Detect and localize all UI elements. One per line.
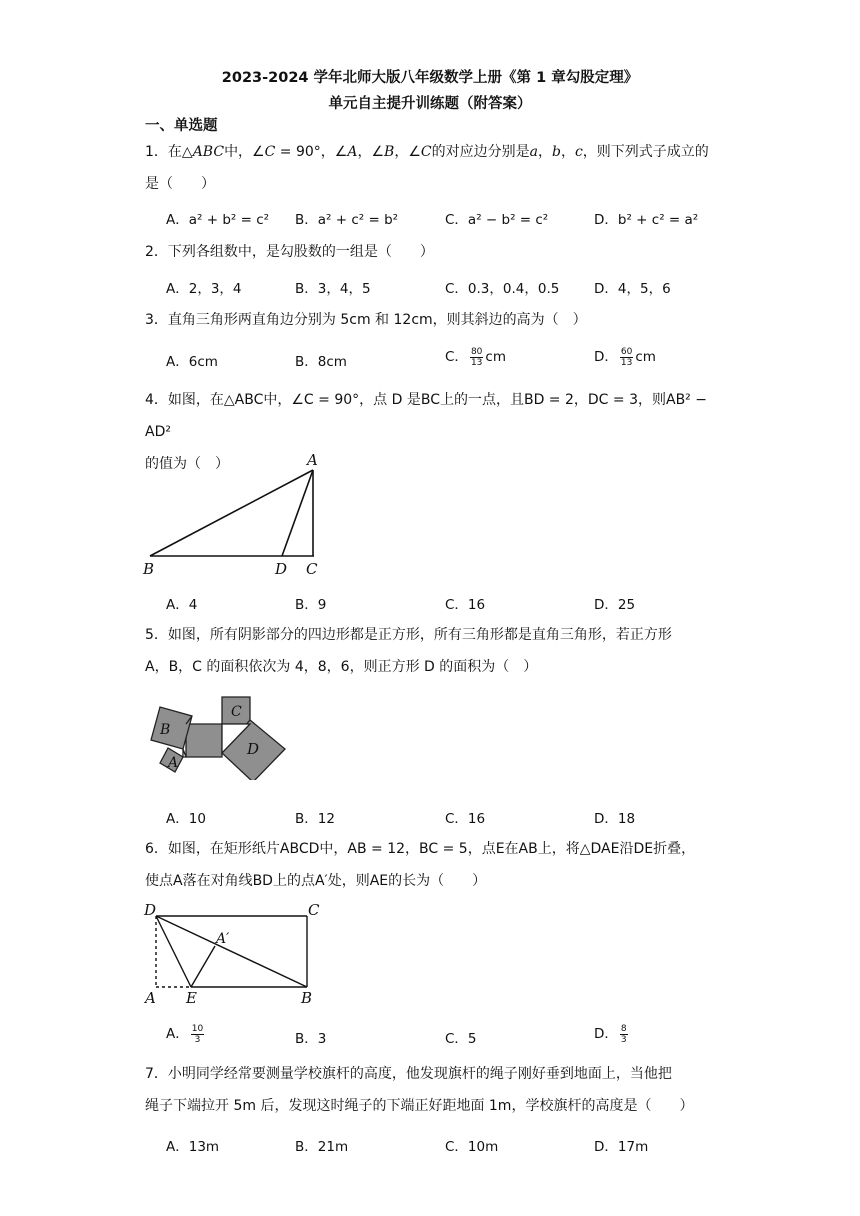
fraction: $\frac{8}{3}$ [620,1023,627,1045]
question-2-option-d[interactable]: D．4，5，6 [594,281,671,297]
question-6-stem: 6．如图，在矩形纸片ABCD中，AB = 12，BC = 5，点E在AB上，将△DAE沿DE折叠， 使点A落在对角线BD上的点A′处，则AE的长为（ ） [145,841,696,889]
question-3-option-c[interactable]: C． $\frac{80}{13}$ cm [445,346,506,368]
question-7-option-c[interactable]: C．10m [445,1139,499,1155]
segment-ea-prime [191,946,215,987]
label-square-b: B [160,722,171,738]
diagonal-db [156,916,307,987]
label-a: A [145,989,156,1007]
segment-ab [150,470,313,556]
question-6-figure-rectangle [140,898,330,1010]
label-c: C [306,560,318,578]
question-6-option-b[interactable]: B．3 [295,1031,327,1047]
question-1-option-c[interactable]: C．a² − b² = c² [445,212,549,228]
question-5-stem: 5．如图，所有阴影部分的四边形都是正方形，所有三角形都是直角三角形，若正方形 A，B，C 的面积依次为 4，8，6，则正方形 D 的面积为（ ） [145,627,672,675]
question-4-option-c[interactable]: C．16 [445,597,486,613]
question-2-option-c[interactable]: C．0.3，0.4，0.5 [445,281,560,297]
question-4-stem: 4．如图，在△ABC中，∠C = 90°，点 D 是BC上的一点，且BD = 2，DC = 3，则AB² − AD² 的值为（ ） [145,392,707,472]
question-6-option-a[interactable]: A． $\frac{10}{3}$ [166,1023,204,1045]
question-6-option-c[interactable]: C．5 [445,1031,477,1047]
label-e: E [186,989,197,1007]
question-1-option-d[interactable]: D．b² + c² = a² [594,212,699,228]
question-2-stem: 2．下列各组数中，是勾股数的一组是（ ） [145,244,434,260]
label-b: B [301,989,313,1007]
question-7-stem: 7．小明同学经常要测量学校旗杆的高度，他发现旗杆的绳子刚好垂到地面上，当他把 绳子下端拉开 5m 后，发现这时绳子的下端正好距地面 1m，学校旗杆的高度是（ ） [145,1066,694,1114]
question-1-option-a[interactable]: A．a² + b² = c² [166,212,270,228]
label-c: C [308,901,320,919]
central-square [186,724,222,757]
segment-ad [282,470,313,556]
fraction: $\frac{80}{13}$ [470,346,483,368]
question-4-option-b[interactable]: B．9 [295,597,327,613]
label-a-prime: A′ [216,931,230,947]
question-1-stem: 1．在△ABC中，∠C = 90°，∠A，∠B，∠C的对应边分别是a，b，c，则下列式子成立的 是（ ） [145,144,709,192]
label-a: A [307,451,318,469]
question-4-option-d[interactable]: D．25 [594,597,636,613]
label-d: D [275,560,288,578]
label-b: B [143,560,155,578]
question-7-option-d[interactable]: D．17m [594,1139,649,1155]
question-7-option-b[interactable]: B．21m [295,1139,349,1155]
question-5-option-a[interactable]: A．10 [166,811,206,827]
label-d: D [144,901,157,919]
question-5-option-b[interactable]: B．12 [295,811,335,827]
question-2-option-b[interactable]: B．3，4，5 [295,281,371,297]
fraction: $\frac{10}{3}$ [191,1023,204,1045]
label-square-c: C [231,704,242,720]
question-7-option-a[interactable]: A．13m [166,1139,220,1155]
section-heading: 一、单选题 [145,118,218,134]
question-1-option-b[interactable]: B．a² + c² = b² [295,212,399,228]
label-square-d: D [247,740,260,758]
question-3-option-a[interactable]: A．6cm [166,354,218,370]
label-square-a: A [168,755,179,771]
question-5-option-c[interactable]: C．16 [445,811,486,827]
question-3-stem: 3．直角三角形两直角边分别为 5cm 和 12cm，则其斜边的高为（ ） [145,312,587,328]
question-5-figure-squares [140,690,320,780]
question-2-option-a[interactable]: A．2，3，4 [166,281,242,297]
fraction: $\frac{60}{13}$ [620,346,633,368]
question-3-option-b[interactable]: B．8cm [295,354,347,370]
question-4-figure-triangle [138,448,338,578]
question-4-option-a[interactable]: A．4 [166,597,198,613]
document-title-line2: 单元自主提升训练题（附答案） [328,96,532,112]
question-6-option-d[interactable]: D． $\frac{8}{3}$ [594,1023,627,1045]
document-title-line1: 2023-2024 学年北师大版八年级数学上册《第 1 章勾股定理》 [221,70,639,86]
fold-line-de [156,916,191,987]
question-3-option-d[interactable]: D． $\frac{60}{13}$ cm [594,346,656,368]
question-5-option-d[interactable]: D．18 [594,811,636,827]
